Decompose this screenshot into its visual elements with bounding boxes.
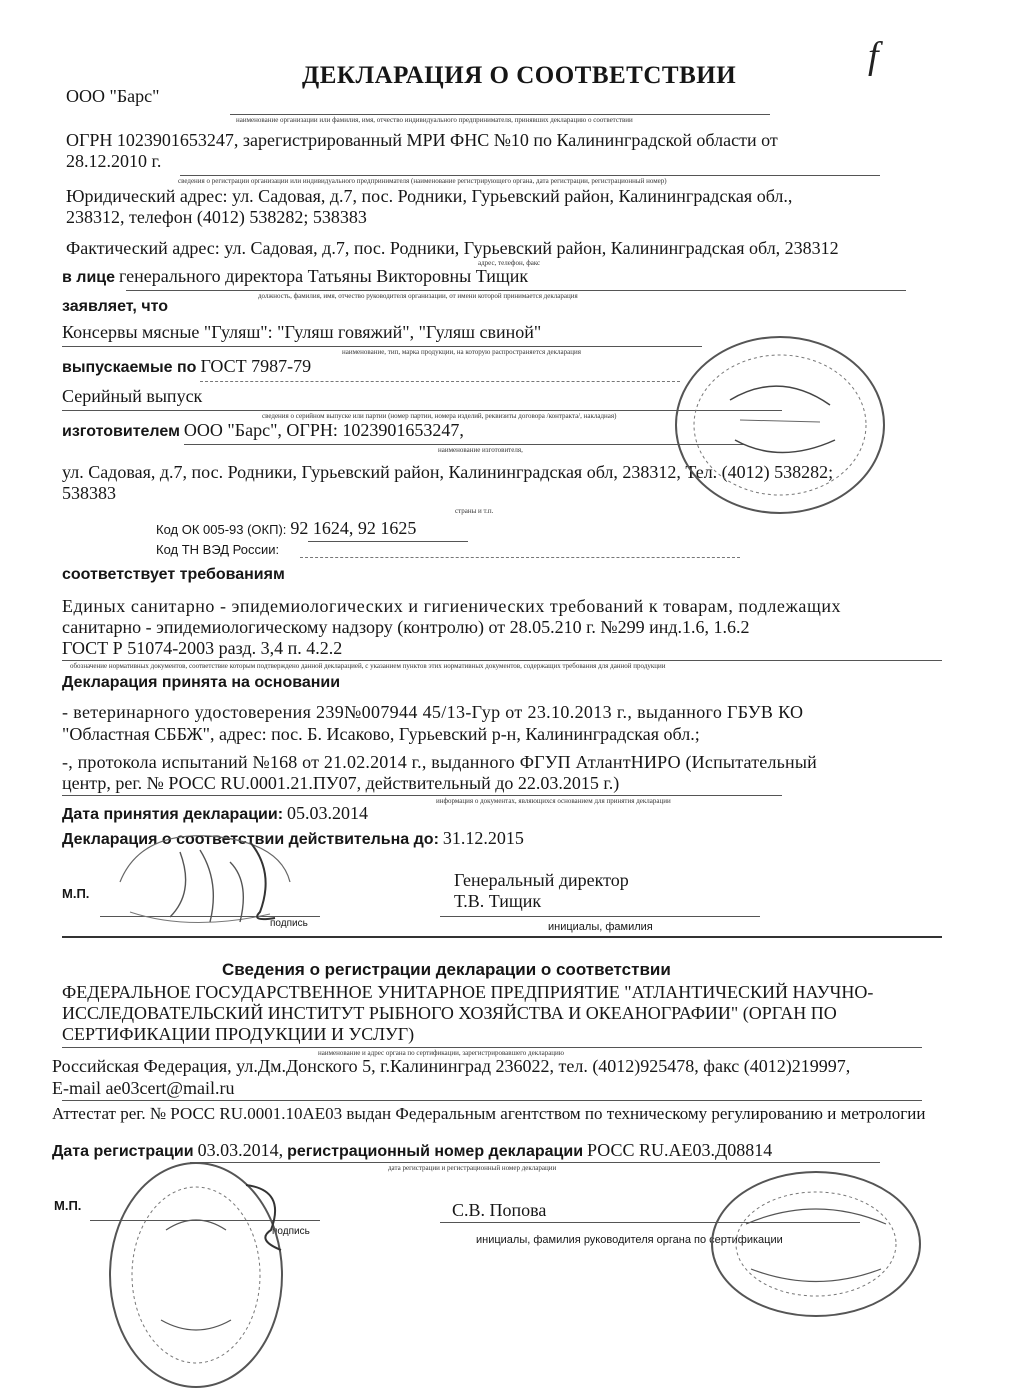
reg-address-line-2: E-mail ae03cert@mail.ru	[52, 1078, 235, 1098]
reg-org-line-3: СЕРТИФИКАЦИИ ПРОДУКЦИИ И УСЛУГ)	[62, 1024, 415, 1044]
address-caption: адрес, телефон, факс	[478, 259, 541, 267]
basis-caption: информация о документах, являющихся основанием для принятия декларации	[436, 797, 671, 805]
basis-line-4: центр, рег. № РОСС RU.0001.21.ПУ07, действительный до 22.03.2015 г.)	[62, 773, 620, 793]
mp-label: М.П.	[62, 886, 90, 901]
signature2-caption: подпись	[272, 1226, 310, 1237]
accept-date-label: Дата принятия декларации:	[62, 806, 284, 823]
okp-value: 92 1624, 92 1625	[290, 518, 417, 538]
stamp-bottom-right	[706, 1164, 926, 1324]
complies-label: соответствует требованиям	[62, 566, 285, 583]
mfr-address-line-1: ул. Садовая, д.7, пос. Родники, Гурьевский район, Калининградская обл, 238312, Тел. (4012) 538282;	[62, 462, 834, 482]
tnved-label: Код ТН ВЭД России:	[156, 542, 280, 557]
produced-label: выпускаемые по	[62, 359, 197, 376]
person-caption: должность, фамилия, имя, отчество руководителя организации, от имени которой принимается декларация	[258, 292, 578, 300]
person-value: генерального директора Татьяны Викторовны Тищик	[119, 266, 529, 286]
manufacturer-value: ООО "Барс", ОГРН: 1023901653247,	[183, 420, 464, 440]
mfr-address-line-2: 538383	[62, 483, 116, 503]
complies-line-1: Единых санитарно - эпидемиологических и гигиенических требований к товарам, подлежащих	[62, 596, 842, 616]
basis-line-2: "Областная СББЖ", адрес: пос. Б. Исаково, Гурьевский р-н, Калининградская обл.;	[62, 724, 700, 744]
product-caption: наименование, тип, марка продукции, на которую распространяется декларация	[342, 348, 581, 356]
mfr-address-caption: страны и т.п.	[455, 507, 494, 515]
declares-label: заявляет, что	[62, 298, 168, 315]
reg-title: Сведения о регистрации декларации о соответствии	[222, 960, 671, 979]
org-name-caption: наименование организации или фамилия, имя, отчество индивидуального предпринимателя, принявших декларацию о соответствии	[236, 116, 633, 124]
complies-caption: обозначение нормативных документов, соответствие которым подтверждено данной декларацией, с указанием пунктов этих нормативных документов, содержащих требования для данной продукции	[70, 662, 666, 670]
signature-caption: подпись	[270, 918, 308, 929]
ogrn-line-2: 28.12.2010 г.	[66, 151, 162, 171]
produced-value: ГОСТ 7987-79	[200, 356, 312, 376]
complies-line-2: санитарно - эпидемиологическому надзору (контролю) от 28.05.210 г. №299 инд.1.6, 1.6.2	[62, 617, 750, 637]
reg-org-line-1: ФЕДЕРАЛЬНОЕ ГОСУДАРСТВЕННОЕ УНИТАРНОЕ ПРЕДПРИЯТИЕ "АТЛАНТИЧЕСКИЙ НАУЧНО-	[62, 982, 874, 1002]
valid-label: Декларация о соответствии действительна до:	[62, 831, 439, 848]
produced-row	[62, 356, 311, 377]
reg-org-line-2: ИССЛЕДОВАТЕЛЬСКИЙ ИНСТИТУТ РЫБНОГО ХОЗЯЙСТВА И ОКЕАНОГРАФИИ" (ОРГАН ПО	[62, 1003, 837, 1023]
manufacturer-label: изготовителем	[62, 423, 180, 440]
reg-number-label: регистрационный номер декларации	[287, 1143, 584, 1160]
manufacturer-row	[62, 420, 464, 441]
signer-position: Генеральный директор	[454, 870, 629, 890]
attestat: Аттестат рег. № РОСС RU.0001.10АЕ03 выдан Федеральным агентством по техническому регулированию и метрологии	[52, 1104, 926, 1123]
accept-date-value: 05.03.2014	[287, 803, 369, 823]
reg-number-value: РОСС RU.АЕ03.Д08814	[587, 1140, 773, 1160]
reg-address-line-1: Российская Федерация, ул.Дм.Донского 5, г.Калининград 236022, тел. (4012)925478, факс (4012)219997,	[52, 1056, 851, 1076]
complies-line-3: ГОСТ Р 51074-2003 разд. 3,4 п. 4.2.2	[62, 638, 343, 658]
reg-org-caption: наименование и адрес органа по сертификации, зарегистрировавшего декларацию	[318, 1049, 565, 1057]
stamp-mp-second	[96, 1150, 296, 1400]
ogrn-caption: сведения о регистрации организации или индивидуального предпринимателя (наименование регистрирующего органа, дата регистрации, регистрационный номер)	[178, 177, 667, 185]
basis-label: Декларация принята на основании	[62, 674, 341, 691]
reg-initials-caption: инициалы, фамилия руководителя органа по сертификации	[476, 1234, 783, 1246]
mp2-label: М.П.	[54, 1198, 82, 1213]
legal-address-line-1: Юридический адрес: ул. Садовая, д.7, пос. Родники, Гурьевский район, Калининградская обл.,	[66, 186, 793, 206]
document-title: ДЕКЛАРАЦИЯ О СООТВЕТСТВИИ	[302, 62, 737, 89]
stamp-top-right	[670, 330, 890, 520]
accept-date-row	[62, 803, 368, 824]
stamp-mp-first	[100, 822, 310, 942]
reg-signer-name: С.В. Попова	[452, 1200, 547, 1220]
org-name: ООО "Барс"	[66, 86, 160, 106]
basis-line-1: - ветеринарного удостоверения 239№007944 45/13-Гур от 23.10.2013 г., выданного ГБУВ КО	[62, 702, 804, 722]
actual-address: Фактический адрес: ул. Садовая, д.7, пос. Родники, Гурьевский район, Калининградская обл, 238312	[66, 238, 839, 258]
initials-caption: инициалы, фамилия	[548, 921, 653, 933]
basis-line-3: -, протокола испытаний №168 от 21.02.2014 г., выданного ФГУП АтлантНИРО (Испытательный	[62, 752, 818, 772]
okp-label: Код ОК 005-93 (ОКП):	[156, 522, 287, 537]
legal-address-line-2: 238312, телефон (4012) 538282; 538383	[66, 207, 367, 227]
person-row	[62, 266, 528, 287]
signer-name: Т.В. Тищик	[454, 891, 542, 911]
product: Консервы мясные "Гуляш": "Гуляш говяжий", "Гуляш свиной"	[62, 322, 542, 342]
valid-value: 31.12.2015	[442, 828, 524, 848]
person-label: в лице	[62, 269, 116, 286]
serial-caption: сведения о серийном выпуске или партии (номер партии, номера изделий, реквизиты договора /контракта/, накладная)	[262, 412, 617, 420]
ogrn-line-1: ОГРН 1023901653247, зарегистрированный МРИ ФНС №10 по Калининградской области от	[66, 130, 778, 150]
reg-date-value: 03.03.2014,	[197, 1140, 284, 1160]
corner-handwritten-mark: f	[868, 35, 879, 77]
okp-row	[156, 518, 416, 539]
serial: Серийный выпуск	[62, 386, 203, 406]
reg-date-caption: дата регистрации и регистрационный номер декларации	[388, 1164, 557, 1172]
manufacturer-caption: наименование изготовителя,	[438, 446, 523, 454]
reg-date-label: Дата регистрации	[52, 1143, 194, 1160]
